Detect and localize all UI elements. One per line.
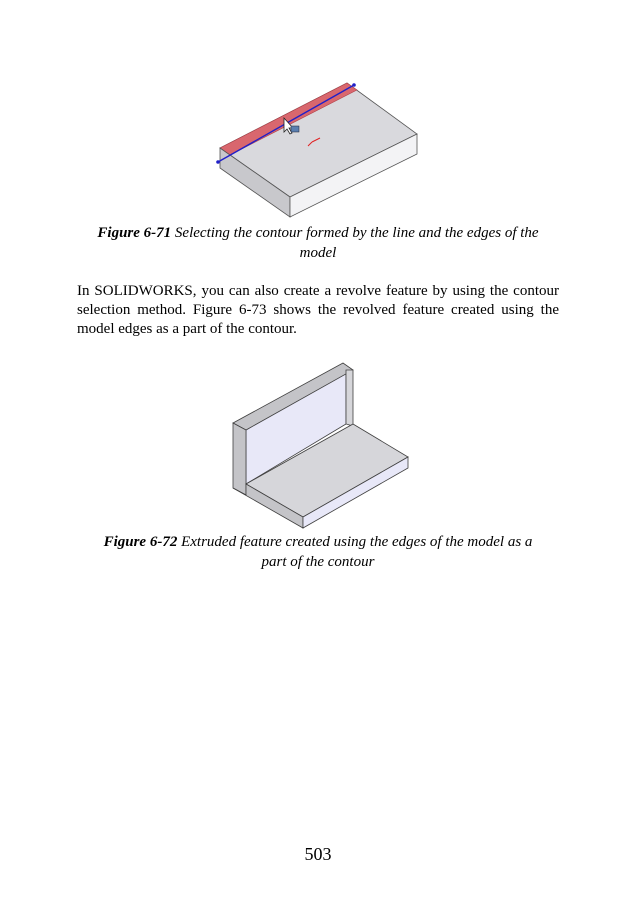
caption-text: Extruded feature created using the edges of the model as a: [181, 534, 533, 550]
figure-label: Figure 6-71: [97, 225, 172, 241]
wall-left-face: [233, 423, 246, 495]
caption-text: Selecting the contour formed by the line and the edges of the: [174, 225, 539, 241]
wall-edge-face: [346, 370, 353, 426]
caption-line: [40, 223, 596, 243]
caption-line: [40, 532, 596, 552]
figure-6-71-image: [212, 80, 424, 222]
sketch-line-endpoint: [352, 83, 356, 87]
figure-6-72-image: [228, 360, 414, 532]
body-paragraph: In SOLIDWORKS, you can also create a revolve feature by using the contour selection method. Figure 6-73 shows the revolved feature created using the model edges as a part of the contour.: [77, 283, 559, 337]
figure-6-72-caption: [40, 532, 596, 572]
figure-label: Figure 6-72: [103, 534, 178, 550]
sketch-line-endpoint: [216, 160, 220, 164]
caption-text-continued: model: [299, 245, 337, 261]
page-number: 503: [304, 844, 332, 864]
caption-text-continued: part of the contour: [261, 554, 375, 570]
figure-6-71-caption: [40, 223, 596, 263]
